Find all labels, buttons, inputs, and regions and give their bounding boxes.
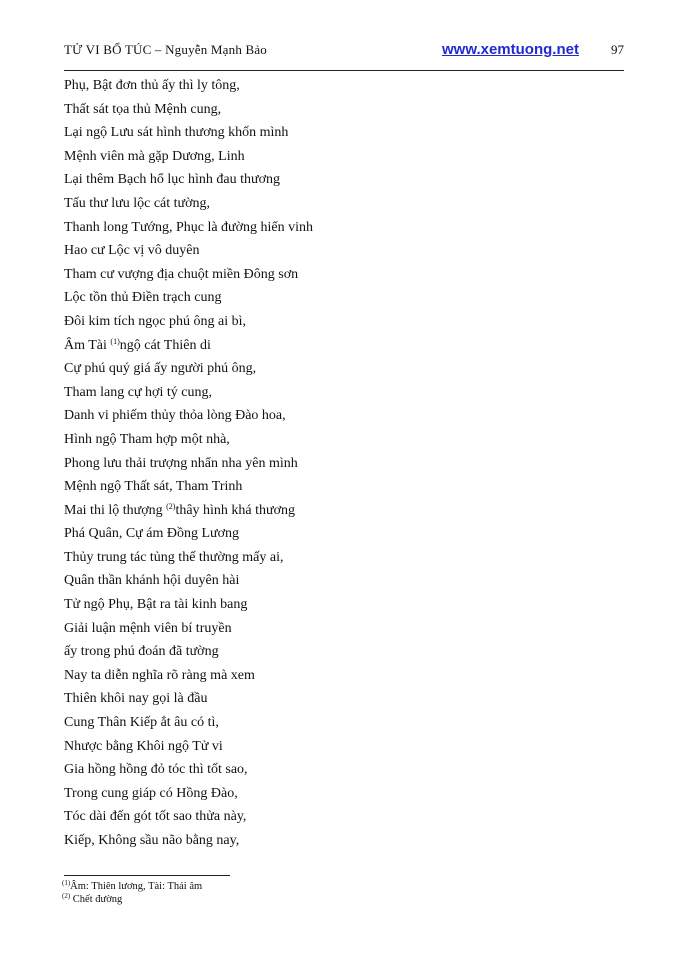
verse-line: Lộc tồn thủ Điền trạch cung	[64, 290, 222, 306]
verse-body	[64, 74, 624, 853]
verse-line: Lại ngộ Lưu sát hình thương khốn mình	[64, 125, 289, 141]
verse-line: Thiên khôi nay gọi là đầu	[64, 691, 208, 707]
verse-line: Danh vi phiếm thủy thỏa lòng Đào hoa,	[64, 408, 286, 424]
footnote	[62, 893, 202, 906]
verse-line: Hao cư Lộc vị vô duyên	[64, 243, 200, 259]
verse-line: Tử ngộ Phụ, Bật ra tài kinh bang	[64, 597, 248, 613]
verse-line: Nay ta diễn nghĩa rõ ràng mà xem	[64, 667, 255, 683]
verse-line: Nhược bằng Khôi ngộ Tử vi	[64, 738, 223, 754]
verse-text: Mai thi lộ thượng	[64, 502, 167, 518]
verse-line: Quân thần khánh hội duyên hài	[64, 573, 240, 589]
verse-line: Kiếp, Không sầu não bằng nay,	[64, 833, 240, 848]
verse-line	[64, 334, 624, 358]
verse-text: thây hình khá thương	[175, 502, 296, 518]
verse-line: Thủy trung tác tủng thế thường mấy ai,	[64, 549, 284, 565]
verse-line: Phong lưu thải trượng nhẩn nha yên mình	[64, 455, 298, 471]
book-title: TỬ VI BỔ TÚC – Nguyễn Mạnh Bảo	[64, 42, 268, 57]
verse-line: Cự phú quý giá ấy người phú ông,	[64, 361, 257, 377]
verse-text: Âm Tài	[64, 337, 111, 353]
verse-line: Phụ, Bật đơn thủ ấy thì ly tông,	[64, 78, 240, 93]
verse-line: Giải luận mệnh viên bí truyền	[64, 620, 232, 636]
verse-line: ấy trong phú đoán đã tường	[64, 644, 219, 660]
footnote-reference: (2)	[166, 501, 176, 511]
verse-line: Hình ngộ Tham hợp một nhà,	[64, 431, 230, 447]
footnote-text: Âm: Thiên lương, Tài: Thái âm	[70, 881, 203, 892]
verse-line: Thanh long Tướng, Phục là đường hiển vinh	[64, 219, 314, 235]
verse-line: Mệnh viên mà gặp Dương, Linh	[64, 148, 245, 164]
verse-line: Gia hồng hồng đỏ tóc thì tốt sao,	[64, 762, 248, 778]
footnote-marker: (2)	[62, 892, 71, 900]
verse-line: Tham lang cự hợi tý cung,	[64, 384, 212, 400]
verse-line: Đôi kim tích ngọc phú ông ai bì,	[64, 313, 246, 329]
verse-line: Phá Quân, Cự ám Đồng Lương	[64, 526, 240, 542]
verse-text: ngộ cát Thiên di	[119, 337, 211, 353]
page-number: 97	[611, 42, 624, 57]
verse-line	[64, 499, 624, 523]
verse-line: Tóc dài đến gót tốt sao thửa này,	[64, 809, 247, 825]
header-divider	[64, 70, 624, 71]
website-link[interactable]: www.xemtuong.net	[442, 41, 579, 58]
verse-line: Thất sát tọa thủ Mệnh cung,	[64, 101, 222, 117]
footnote-divider	[64, 875, 230, 876]
footnotes	[62, 880, 202, 906]
footnote-text: Chết đường	[70, 894, 123, 905]
verse-line: Mệnh ngộ Thất sát, Tham Trinh	[64, 479, 243, 495]
footnote	[62, 880, 202, 893]
verse-line: Tấu thư lưu lộc cát tường,	[64, 195, 211, 211]
verse-line: Lại thêm Bạch hổ lục hình đau thương	[64, 172, 281, 188]
verse-line: Cung Thân Kiếp ắt âu có tì,	[64, 715, 219, 731]
page-header	[64, 40, 624, 62]
verse-line: Trong cung giáp có Hồng Đào,	[64, 785, 238, 801]
verse-line: Tham cư vượng địa chuột miền Đông sơn	[64, 266, 299, 282]
footnote-marker: (1)	[62, 879, 71, 887]
footnote-reference: (1)	[110, 336, 120, 346]
